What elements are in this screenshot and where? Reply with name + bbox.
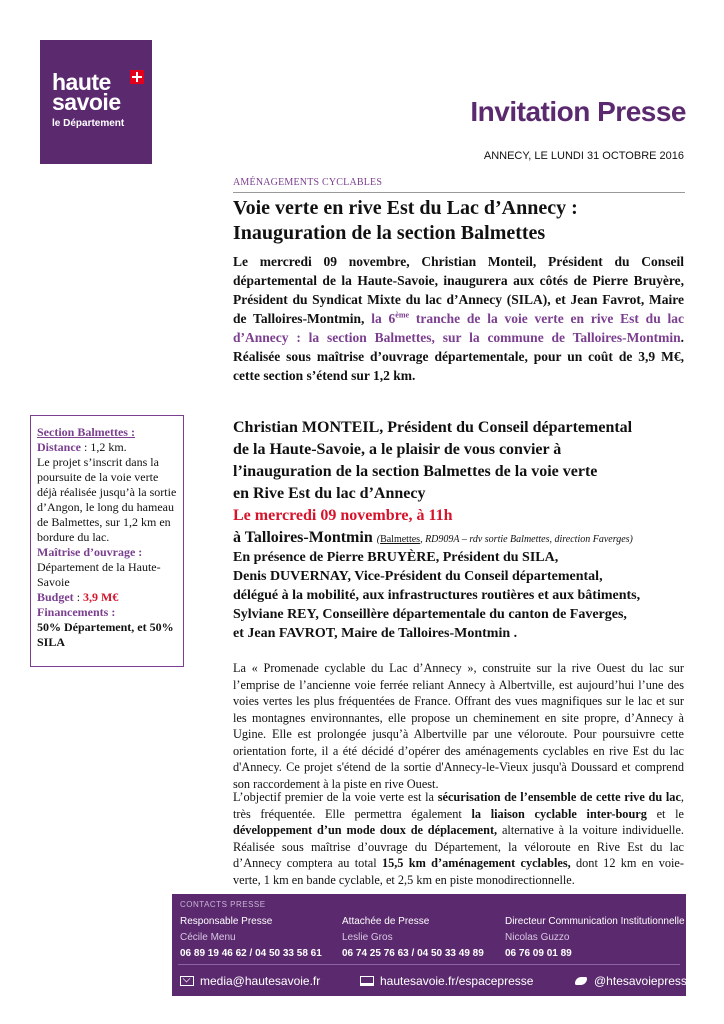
logo-line1: haute — [52, 69, 111, 95]
contact-2-phone: 06 74 25 76 63 / 04 50 33 49 89 — [342, 948, 484, 959]
body-paragraph-2 — [233, 789, 684, 888]
footer-divider — [178, 964, 680, 965]
place-note: (Balmettes, RD909A – rdv sortie Balmettes, direction Faverges) — [376, 534, 633, 545]
web-text: hautesavoie.fr/espacepresse — [380, 974, 534, 988]
invite-line3: l’inauguration de la section Balmettes de la voie verte — [233, 463, 598, 480]
twitter-icon — [574, 976, 588, 986]
distance-label: Distance — [37, 440, 81, 454]
body-paragraph-1: La « Promenade cyclable du Lac d’Annecy », construite sur la rive Ouest du lac sur l’emprise de l’ancienne voie ferrée reliant Annecy à Albertville, est aujourd’hui l’une des voies vertes les plus fréquentées de France. Offrant des vues magnifiques sur le lac et sur les montagnes environnantes, elle propose un cheminement en site propre, d’Annecy à Ugine. Elle est prolongée jusqu’à Albertville par une véloroute. Pour poursuivre cette orientation forte, il a été décidé d’opérer des aménagements cyclables en rive Est du lac d'Annecy. Ce projet s'étend de la sortie d'Annecy-le-Vieux jusqu'à Doussard et comprend son raccordement à la piste en rive Ouest. — [233, 661, 684, 791]
twitter-link[interactable] — [574, 974, 694, 988]
invite-date-time: Le mercredi 09 novembre, à 11h — [233, 507, 453, 524]
divider — [233, 192, 685, 193]
budget-colon: : — [73, 590, 84, 604]
budget-value: 3,9 M€ — [83, 590, 119, 604]
contact-3-title: Directeur Communication Institutionnelle — [505, 916, 685, 927]
document-date: ANNECY, LE LUNDI 31 OCTOBRE 2016 — [483, 150, 684, 162]
presence-line5: et Jean FAVROT, Maire de Talloires-Montmin . — [233, 626, 518, 641]
body2-i: dont 12 km en voie-verte, 1 km en bande cyclable, et 2,5 km en piste monodirectionnelle. — [233, 856, 684, 887]
financements-label: Financements : — [37, 605, 116, 619]
presence-line3: délégué à la mobilité, aux infrastructures routières et aux bâtiments, — [233, 588, 641, 603]
lead-sup: ème — [395, 310, 410, 320]
sidebar-distance — [37, 440, 177, 455]
lead-highlight1: la 6 — [371, 311, 396, 326]
contact-3 — [505, 914, 685, 962]
invite-place: à Talloires-Montmin — [233, 529, 373, 546]
lead-highlight2: tranche de la voie verte en rive Est du lac d’Annecy : la section Balmettes, sur la commune de Talloires-Montmin — [233, 311, 684, 345]
lead-part2: . Réalisée sous maîtrise d’ouvrage départementale, pour un coût de 3,9 M€, cette section s’étend sur 1,2 km. — [233, 330, 684, 383]
distance-value: : 1,2 km. — [81, 440, 127, 454]
contact-2 — [342, 914, 484, 962]
footer-heading: CONTACTS PRESSE — [180, 900, 266, 909]
body2-h: 15,5 km d’aménagement cyclables, — [381, 856, 571, 870]
body2-g: alternative à la voiture individuelle. Réalisée sous maîtrise d’ouvrage du Département, la véloroute en Rive Est du lac d’Annecy comptera au total — [233, 823, 684, 870]
contact-1-name: Cécile Menu — [180, 932, 236, 943]
haute-savoie-logo — [40, 40, 152, 164]
lead-paragraph — [233, 252, 684, 385]
document-title: Invitation Presse — [470, 96, 686, 127]
budget-label: Budget — [37, 590, 74, 604]
email-link[interactable] — [180, 974, 320, 988]
invite-line4: en Rive Est du lac d’Annecy — [233, 485, 426, 502]
place-note-underlined: Balmettes — [380, 534, 421, 545]
section-tag: AMÉNAGEMENTS CYCLABLES — [233, 177, 383, 188]
logo-line2: savoie — [52, 89, 121, 115]
body2-e: et le — [646, 806, 684, 821]
web-link[interactable] — [360, 974, 533, 988]
sidebar-heading: Section Balmettes : — [37, 425, 135, 439]
twitter-text: @htesavoiepresse — [594, 974, 694, 988]
presence-line2: Denis DUVERNAY, Vice-Président du Conseil départemental, — [233, 569, 603, 584]
invite-line2: de la Haute-Savoie, a le plaisir de vous convier à — [233, 441, 562, 458]
contact-1 — [180, 914, 322, 962]
contact-2-name: Leslie Gros — [342, 932, 393, 943]
title-line1: Voie verte en rive Est du Lac d’Annecy : — [233, 197, 578, 219]
presence-line1: En présence de Pierre BRUYÈRE, Président du SILA, — [233, 550, 559, 565]
title-line2: Inauguration de la section Balmettes — [233, 222, 546, 244]
info-sidebar-box — [30, 415, 184, 667]
body2-d: la liaison cyclable inter-bourg — [471, 806, 647, 821]
contact-1-title: Responsable Presse — [180, 916, 273, 927]
contact-2-title: Attachée de Presse — [342, 916, 430, 927]
contact-3-name: Nicolas Guzzo — [505, 932, 570, 943]
presence-block — [233, 548, 693, 643]
savoie-cross-icon — [130, 70, 144, 84]
invite-line1: Christian MONTEIL, Président du Conseil départemental — [233, 419, 633, 436]
article-title — [233, 196, 693, 246]
body2-a: L’objectif premier de la voie verte est la — [233, 790, 438, 804]
body2-c: , très fréquentée. Elle permettra également — [233, 790, 684, 821]
laptop-icon — [360, 976, 374, 986]
body2-f: développement d’un mode doux de déplacement, — [233, 823, 498, 837]
invitation-block — [233, 417, 693, 551]
financements-value: 50% Département, et 50% SILA — [37, 620, 174, 649]
place-note-rest: , RD909A – rdv sortie Balmettes, direction Faverges) — [420, 534, 633, 545]
press-contacts-footer — [172, 894, 694, 996]
logo-line3: le Département — [52, 118, 125, 129]
email-text: media@hautesavoie.fr — [200, 974, 321, 988]
lead-part1: Le mercredi 09 novembre, Christian Monteil, Président du Conseil départemental de la Haute-Savoie, inaugurera aux côtés de Pierre Bruyère, Président du Syndicat Mixte du lac d’Annecy (SILA), et Jean Favrot, Maire de Talloires-Montmin, — [233, 254, 684, 326]
maitrise-value: Département de la Haute-Savoie — [37, 560, 161, 589]
sidebar-desc: Le projet s’inscrit dans la poursuite de la voie verte déjà réalisée jusqu’à la sortie d’Angon, le long du hameau de Balmettes, sur 1,2 km en bordure du lac. — [37, 455, 177, 544]
contact-3-phone: 06 76 09 01 89 — [505, 948, 572, 959]
mail-icon — [180, 976, 194, 986]
maitrise-label: Maîtrise d’ouvrage : — [37, 545, 143, 559]
presence-line4: Sylviane REY, Conseillère départementale du canton de Faverges, — [233, 607, 627, 622]
body2-b: sécurisation de l’ensemble de cette rive du lac — [437, 790, 681, 804]
contact-1-phone: 06 89 19 46 62 / 04 50 33 58 61 — [180, 948, 322, 959]
sidebar-budget — [37, 590, 177, 605]
